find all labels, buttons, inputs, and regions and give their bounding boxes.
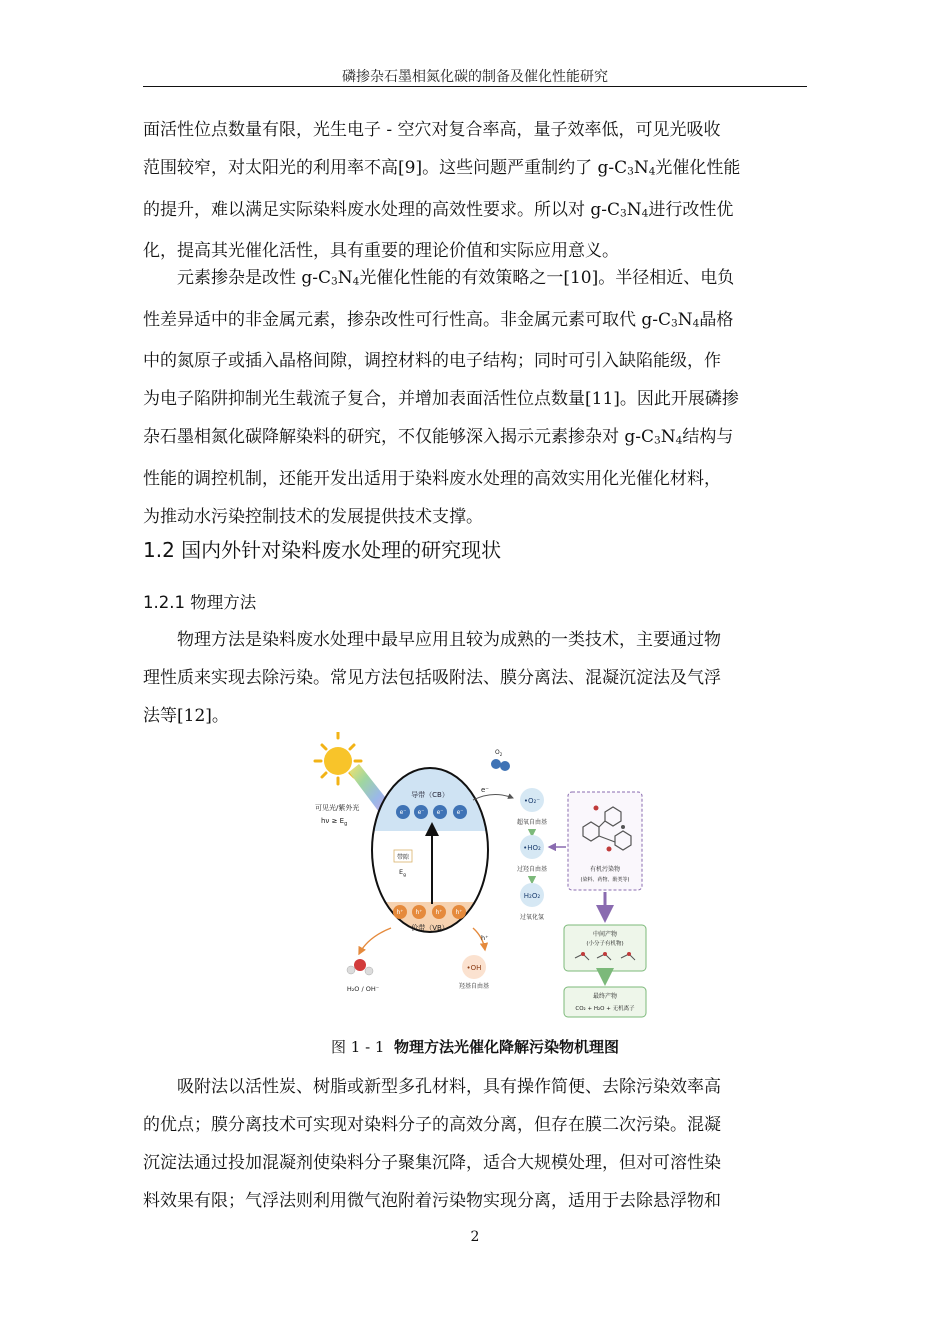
svg-text:有机污染物: 有机污染物	[589, 866, 621, 873]
svg-text:e⁻: e⁻	[436, 809, 444, 816]
text-line: 性能的调控机制，还能开发出适用于染料废水处理的高效实用化光催化材料，	[143, 468, 721, 489]
water-molecule-icon	[354, 959, 366, 971]
figure-number: 图 1 - 1	[330, 1038, 385, 1056]
page-number: 2	[470, 1229, 480, 1245]
svg-text:hν ≥ Eg: $h\nu \ge E_g$	[321, 817, 348, 827]
section-heading: 1.2 国内外针对染料废水处理的研究现状	[143, 538, 502, 562]
svg-text:(染料、药物、酚类等): (染料、药物、酚类等)	[580, 877, 630, 883]
svg-text:过氧化氢: 过氧化氢	[519, 914, 545, 921]
svg-text:h⁺: h⁺	[435, 909, 443, 916]
svg-text:h⁺: h⁺	[455, 909, 463, 916]
valence-band	[368, 902, 492, 942]
svg-text:超氧自由基: 超氧自由基	[516, 819, 548, 826]
running-header: 磷掺杂石墨相氮化碳的制备及催化性能研究	[342, 69, 608, 85]
svg-text:H₂O₂: H₂O₂	[523, 892, 541, 900]
text-line: 理性质来实现去除污染。常见方法包括吸附法、膜分离法、混凝沉淀法及气浮	[143, 668, 721, 688]
text-line: 的提升，难以满足实际染料废水处理的高效性要求。所以对 $g-C_3N_4$进行改性优	[143, 199, 734, 220]
svg-text:•O₂⁻: •O₂⁻	[523, 797, 541, 805]
svg-text:•OH: •OH	[466, 964, 482, 972]
text-line: 范围较窄，对太阳光的利用率不高[9]。这些问题严重制约了 $g-C_3N_4$光催化性能	[143, 158, 741, 178]
paragraph-doping	[143, 259, 807, 536]
paragraph-continuation	[143, 111, 807, 270]
svg-text:•HO₂: •HO₂	[523, 844, 541, 852]
text-line: 料效果有限；气浮法则利用微气泡附着污染物实现分离，适用于去除悬浮物和	[143, 1191, 721, 1211]
svg-text:e⁻: e⁻	[417, 809, 425, 816]
text-line: 法等[12]。	[143, 706, 229, 726]
svg-text:O2: $O_2$	[495, 749, 503, 757]
photocatalysis-mechanism-figure	[313, 732, 648, 1022]
svg-text:CO₂ + H₂O + 无机离子: CO₂ + H₂O + 无机离子	[575, 1006, 635, 1012]
svg-text:e⁻: e⁻	[399, 809, 407, 816]
paragraph-methods-detail	[143, 1068, 807, 1220]
paragraph-physical-methods	[143, 621, 807, 735]
svg-text:h⁺: h⁺	[396, 909, 404, 916]
svg-text:价带（VB）: 价带（VB）	[411, 924, 449, 932]
text-line: 沉淀法通过投加混凝剂使染料分子聚集沉降，适合大规模处理，但对可溶性染	[143, 1153, 721, 1173]
svg-text:H₂O / OH⁻: H₂O / OH⁻	[346, 985, 380, 993]
svg-text:可见光/紫外光: 可见光/紫外光	[315, 804, 360, 812]
svg-text:h⁺: h⁺	[415, 909, 423, 916]
text-line: 的优点；膜分离技术可实现对染料分子的高效分离，但存在膜二次污染。混凝	[143, 1115, 721, 1135]
svg-text:中间产物: 中间产物	[592, 931, 618, 938]
text-line: 性差异适中的非金属元素，掺杂改性可行性高。非金属元素可取代 $g-C_3N_4$晶格	[143, 309, 734, 330]
svg-text:e⁻: e⁻	[481, 786, 490, 794]
text-line: 为电子陷阱抑制光生载流子复合，并增加表面活性位点数量[11]。因此开展磷掺	[143, 389, 739, 410]
svg-text:羟基自由基: 羟基自由基	[458, 983, 490, 990]
final-products-box	[564, 987, 646, 1017]
text-line: 杂石墨相氮化碳降解染料的研究，不仅能够深入揭示元素掺杂对 $g-C_3N_4$结构与	[143, 427, 734, 448]
text-line: 吸附法以活性炭、树脂或新型多孔材料，具有操作简便、去除污染效率高	[177, 1077, 721, 1097]
svg-text:h⁺: h⁺	[481, 934, 489, 942]
text-line: 面活性位点数量有限，光生电子 ‐ 空穴对复合率高，量子效率低，可见光吸收	[143, 120, 721, 140]
svg-text:过羟自由基: 过羟自由基	[516, 866, 548, 873]
text-line: 物理方法是染料废水处理中最早应用且较为成熟的一类技术，主要通过物	[177, 630, 721, 650]
svg-text:e⁻: e⁻	[456, 809, 464, 816]
svg-text:最终产物: 最终产物	[592, 993, 618, 1000]
header-rule	[143, 86, 807, 87]
svg-text:Eg: $E_g$	[399, 868, 406, 878]
text-line: 元素掺杂是改性 $g-C_3N_4$光催化性能的有效策略之一[10]。半径相近、电负	[177, 268, 735, 288]
figure-title: 物理方法光催化降解污染物机理图	[394, 1038, 620, 1056]
text-line: 为推动水污染控制技术的发展提供技术支撑。	[143, 506, 483, 527]
svg-text:导带（CB）: 导带（CB）	[411, 791, 449, 799]
svg-text:(小分子有机物): (小分子有机物)	[586, 941, 624, 947]
text-line: 中的氮原子或插入晶格间隙，调控材料的电子结构；同时可引入缺陷能级，作	[143, 351, 721, 372]
figure-caption	[143, 1036, 807, 1057]
text-line: 化，提高其光催化活性，具有重要的理论价值和实际应用意义。	[143, 241, 619, 262]
subsection-heading: 1.2.1 物理方法	[143, 593, 257, 612]
svg-text:带隙: 带隙	[396, 854, 410, 861]
